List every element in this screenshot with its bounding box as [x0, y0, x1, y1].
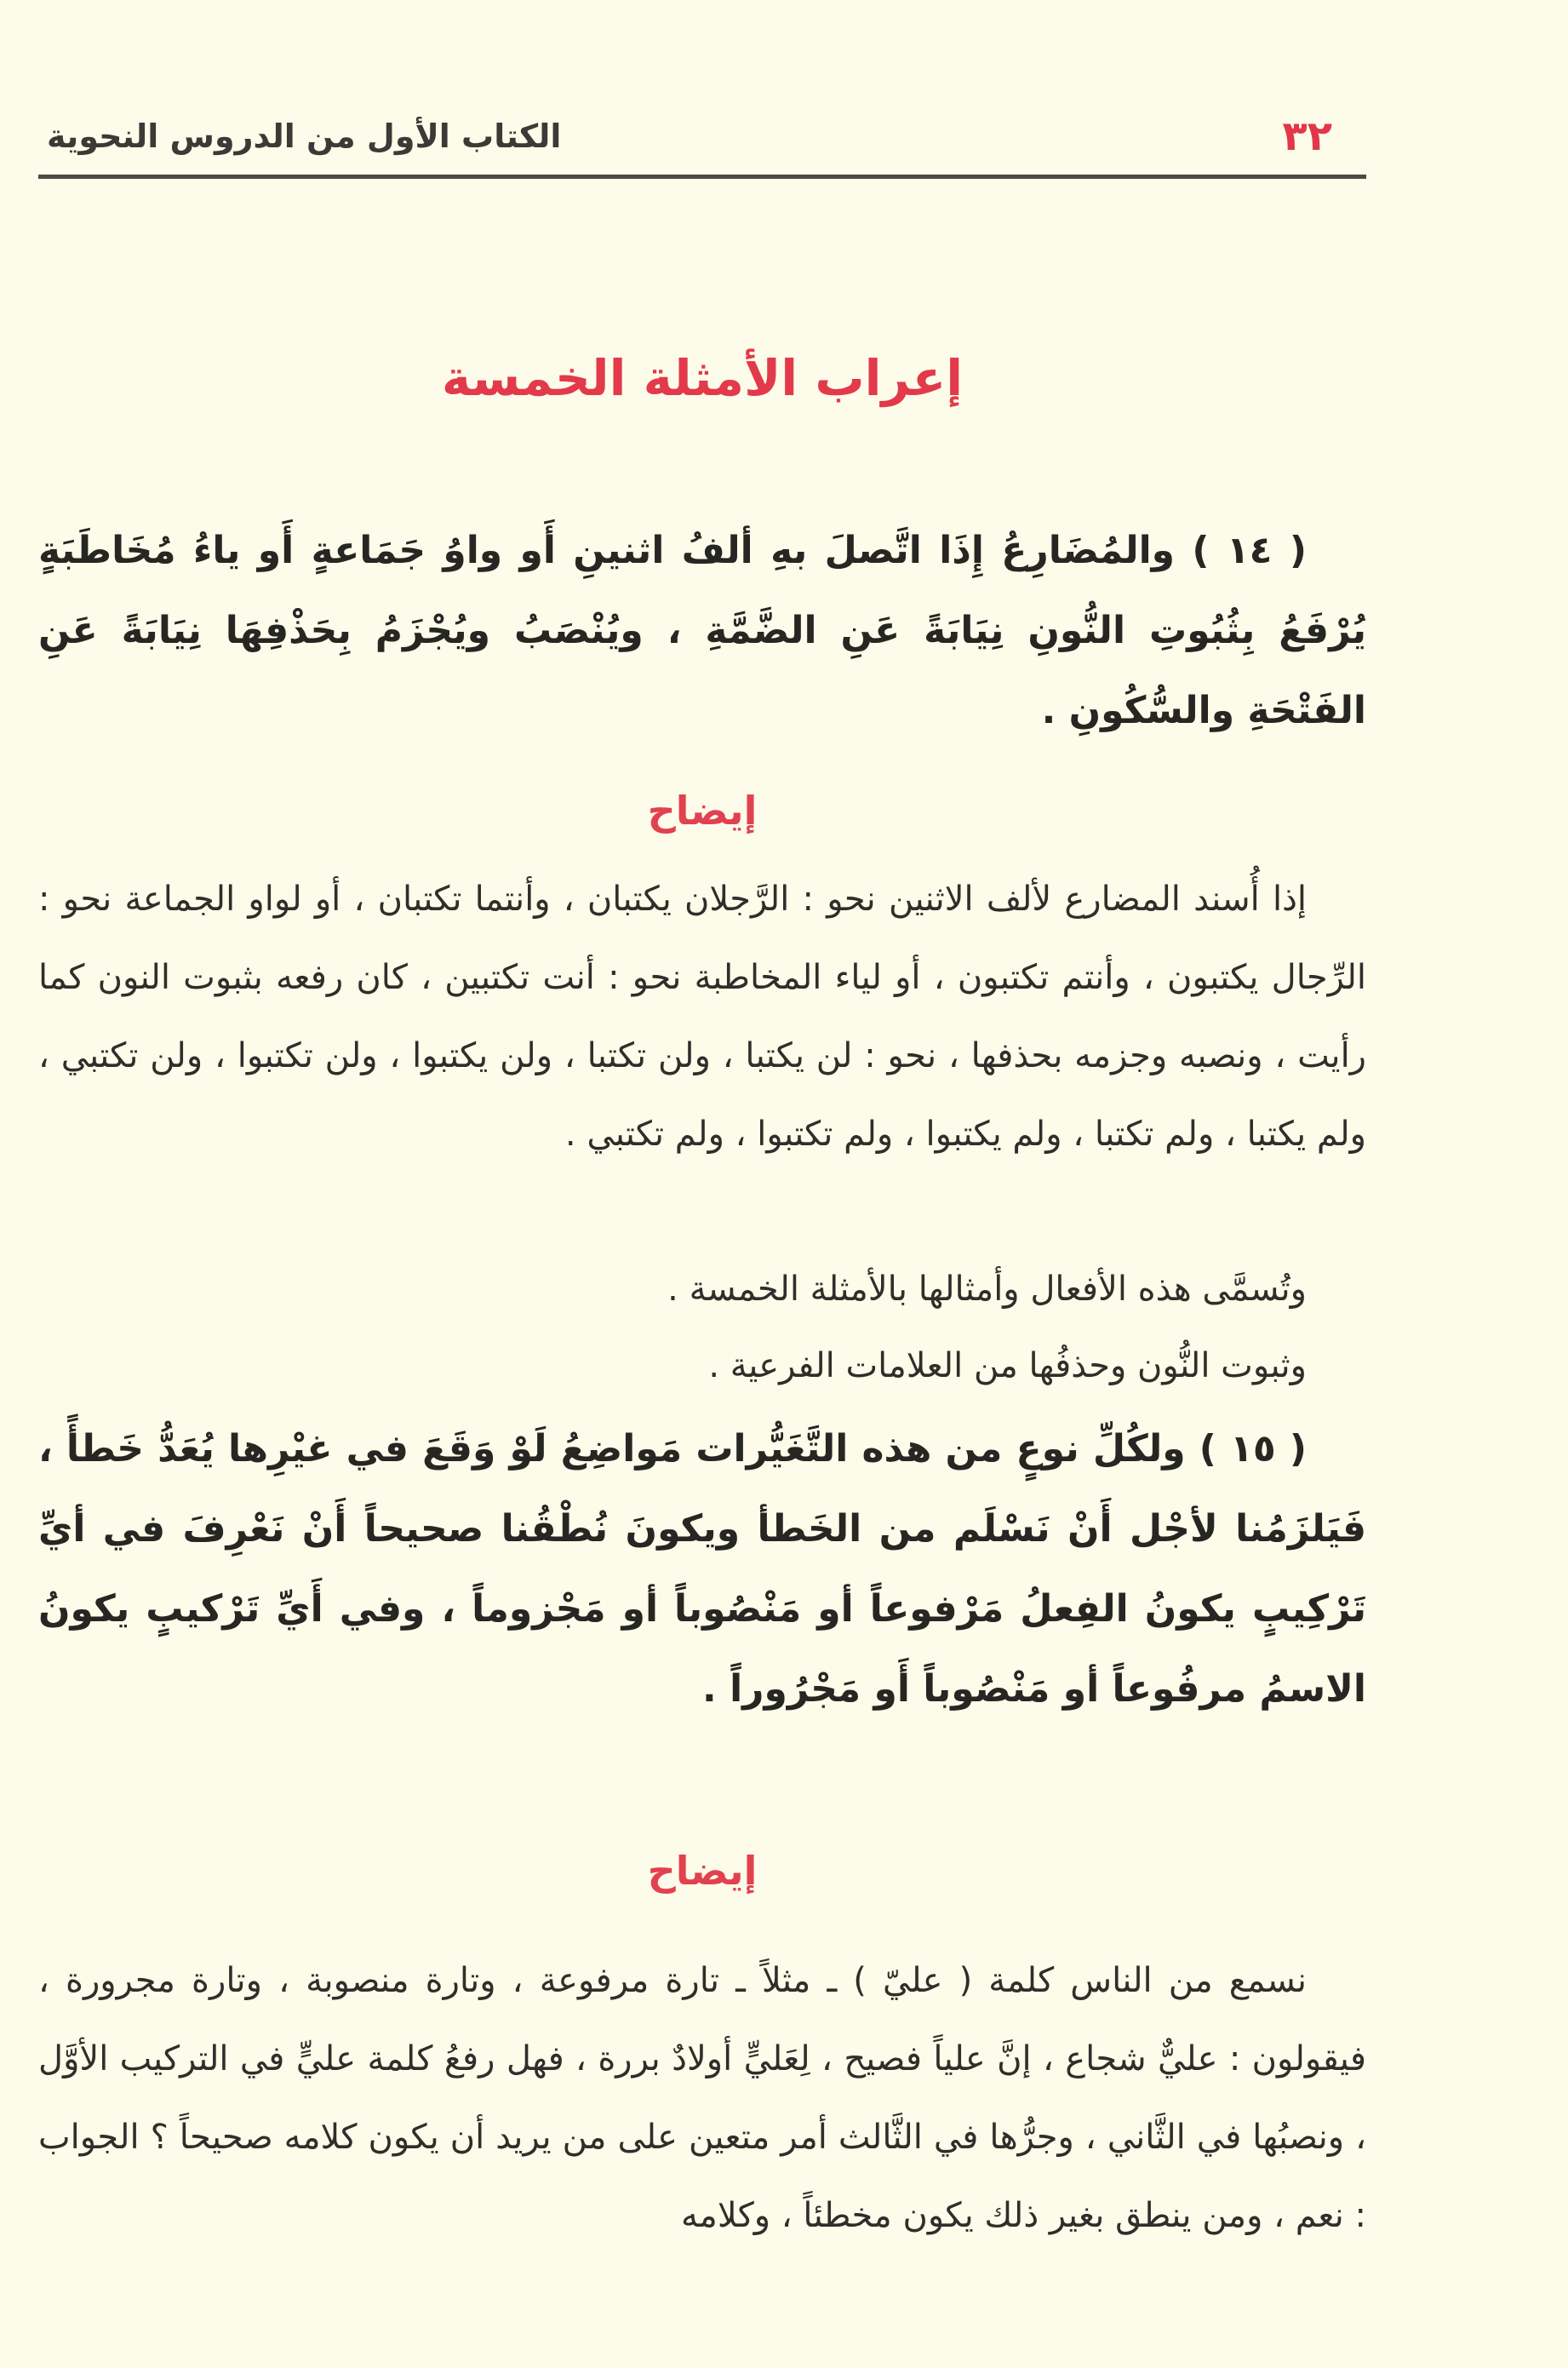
explanation-heading-2: إيضاح [647, 1848, 758, 1894]
chapter-title: إعراب الأمثلة الخمسة [441, 349, 964, 407]
explanation-2-paragraph-1: نسمع من الناس كلمة ( عليّ ) ـ مثلاً ـ تارة مرفوعة ، وتارة منصوبة ، وتارة مجرورة ، فيقولون : عليٌّ شجاع ، إنَّ علياً فصيح ، لِعَليٍّ أولادٌ بررة ، فهل رفعُ كلمة عليٍّ في التركيب الأوَّل ، ونصبُها في الثَّاني ، وجرُّها في الثَّالث أمر متعين على من يريد أن يكون كلامه صحيحاً ؟ الجواب : نعم ، ومن ينطق بغير ذلك يكون مخطئاً ، وكلامه [38, 1961, 1366, 2235]
book-title: الكتاب الأول من الدروس النحوية [47, 118, 562, 155]
running-header [38, 102, 1366, 170]
header-divider [38, 175, 1366, 179]
explanation-heading-1: إيضاح [647, 788, 758, 834]
page-number: ٣٢ [1282, 112, 1332, 160]
explanation-1-paragraph-3: وثبوت النُّون وحذفُها من العلامات الفرعية . [708, 1346, 1307, 1385]
rule-15: ( ١٥ ) ولكُلِّ نوعٍ من هذه التَّغَيُّرات مَواضِعُ لَوْ وَقَعَ في غيْرِها يُعَدُّ خَطأً ، فَيَلزَمُنا لأجْل أَنْ نَسْلَم من الخَطأ ويكونَ نُطْقُنا صحيحاً أَنْ نَعْرِفَ في أيِّ تَرْكِيبٍ يكونُ الفِعلُ مَرْفوعاً أو مَنْصُوباً أو مَجْزوماً ، وفي أَيِّ تَرْكيبٍ يكونُ الاسمُ مرفُوعاً أو مَنْصُوباً أَو مَجْرُوراً . [38, 1427, 1366, 1711]
book-page [38, 0, 1366, 2368]
explanation-1-paragraph-2: وتُسمَّى هذه الأفعال وأمثالها بالأمثلة الخمسة . [667, 1270, 1307, 1309]
explanation-1-paragraph-1: إذا أُسند المضارع لألف الاثنين نحو : الرَّجلان يكتبان ، وأنتما تكتبان ، أو لواو الجماعة نحو : الرِّجال يكتبون ، وأنتم تكتبون ، أو لياء المخاطبة نحو : أنت تكتبين ، كان رفعه بثبوت النون كما رأيت ، ونصبه وجزمه بحذفها ، نحو : لن يكتبا ، ولن تكتبا ، ولن يكتبوا ، ولن تكتبوا ، ولن تكتبي ، ولم يكتبا ، ولم تكتبا ، ولم يكتبوا ، ولم تكتبوا ، ولم تكتبي . [38, 880, 1366, 1154]
rule-14: ( ١٤ ) والمُضَارِعُ إِذَا اتَّصلَ بهِ ألفُ اثنينِ أَو واوُ جَمَاعةٍ أَو ياءُ مُخَاطَبَةٍ يُرْفَعُ بِثُبُوتِ النُّونِ نِيَابَةً عَنِ الضَّمَّةِ ، ويُنْصَبُ ويُجْزَمُ بِحَذْفِهَا نِيَابَةً عَنِ الفَتْحَةِ والسُّكُونِ . [38, 529, 1366, 732]
